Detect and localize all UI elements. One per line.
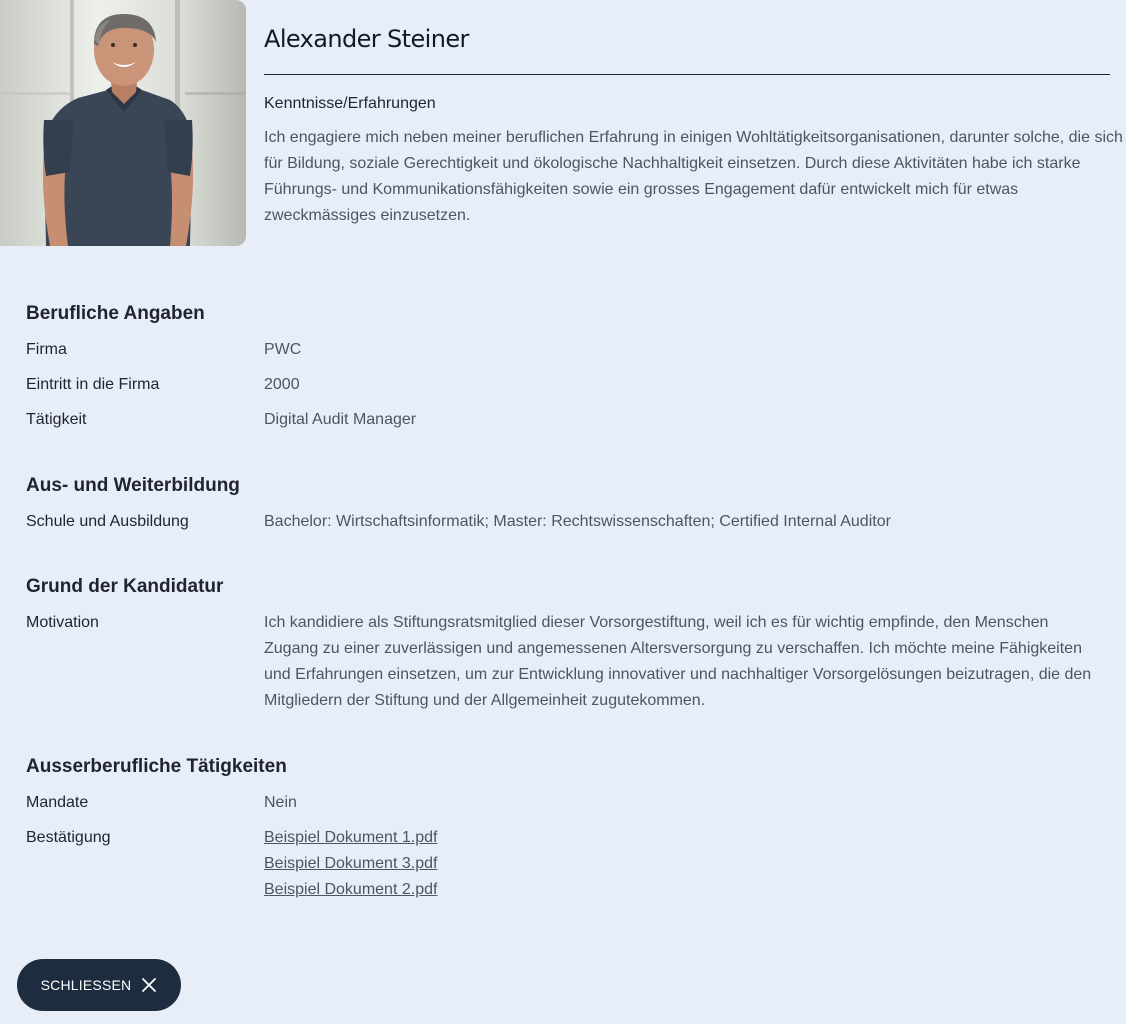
value-company: PWC: [264, 341, 302, 358]
row-occupation: [26, 407, 1106, 433]
label-occupation: Tätigkeit: [26, 411, 87, 428]
skills-title: Kenntnisse/Erfahrungen: [264, 95, 436, 112]
profile-photo-image: [0, 0, 246, 246]
section-title-candidacy: Grund der Kandidatur: [26, 576, 224, 597]
label-confirmation: Bestätigung: [26, 829, 111, 846]
section-professional: [26, 301, 1106, 442]
label-entry-year: Eintritt in die Firma: [26, 376, 160, 393]
document-list: [264, 825, 1106, 903]
label-education: Schule und Ausbildung: [26, 513, 189, 530]
close-icon: [141, 977, 157, 993]
label-motivation: Motivation: [26, 614, 99, 631]
section-extracurricular: [26, 754, 1106, 912]
row-entry-year: [26, 372, 1106, 398]
candidate-name: Alexander Steiner: [264, 25, 469, 53]
value-entry-year: 2000: [264, 376, 300, 393]
value-occupation: Digital Audit Manager: [264, 411, 417, 428]
section-title-professional: Berufliche Angaben: [26, 303, 205, 324]
profile-header: [264, 22, 1110, 56]
row-company: [26, 337, 1106, 363]
document-link[interactable]: Beispiel Dokument 2.pdf: [264, 881, 438, 898]
row-mandates: [26, 790, 1106, 816]
value-mandates: Nein: [264, 794, 297, 811]
label-company: Firma: [26, 341, 67, 358]
label-mandates: Mandate: [26, 794, 89, 811]
skills-text: Ich engagiere mich neben meiner beruflichen Erfahrung in einigen Wohltätigkeitsorganisationen, darunter solche, die sich für Bildung, soziale Gerechtigkeit und ökologische Nachhaltigkeit einsetzen. Durch diese Aktivitäten habe ich starke Führungs- und Kommunikationsfähigkeiten sowie ein grosses Engagement dafür entwickelt mich für etwas zweckmässiges einzusetzen.: [264, 129, 1123, 224]
section-education: [26, 473, 1106, 544]
header-divider: [264, 74, 1110, 75]
row-education: [26, 509, 1106, 535]
document-link[interactable]: Beispiel Dokument 1.pdf: [264, 829, 438, 846]
value-education: Bachelor: Wirtschaftsinformatik; Master: Rechtswissenschaften; Certified Internal Auditor: [264, 513, 891, 530]
section-title-education: Aus- und Weiterbildung: [26, 475, 240, 496]
close-button-label: SCHLIESSEN: [40, 977, 132, 993]
section-title-extracurricular: Ausserberufliche Tätigkeiten: [26, 756, 287, 777]
row-confirmation: [26, 825, 1106, 903]
section-candidacy: [26, 574, 1106, 723]
row-motivation: [26, 610, 1106, 714]
document-link[interactable]: Beispiel Dokument 3.pdf: [264, 855, 438, 872]
profile-photo: [0, 0, 246, 246]
close-button[interactable]: [17, 959, 181, 1011]
value-motivation: Ich kandidiere als Stiftungsratsmitglied dieser Vorsorgestiftung, weil ich es für wichtig empfinde, den Menschen Zugang zu einer zuverlässigen und angemessenen Altersversorgung zu verschaffen. Ich möchte meine Fähigkeiten und Erfahrungen einsetzen, um zur Entwicklung innovativer und nachhaltiger Vorsorgelösungen beizutragen, die den Mitgliedern der Stiftung und der Allgemeinheit zugutekommen.: [264, 614, 1092, 709]
